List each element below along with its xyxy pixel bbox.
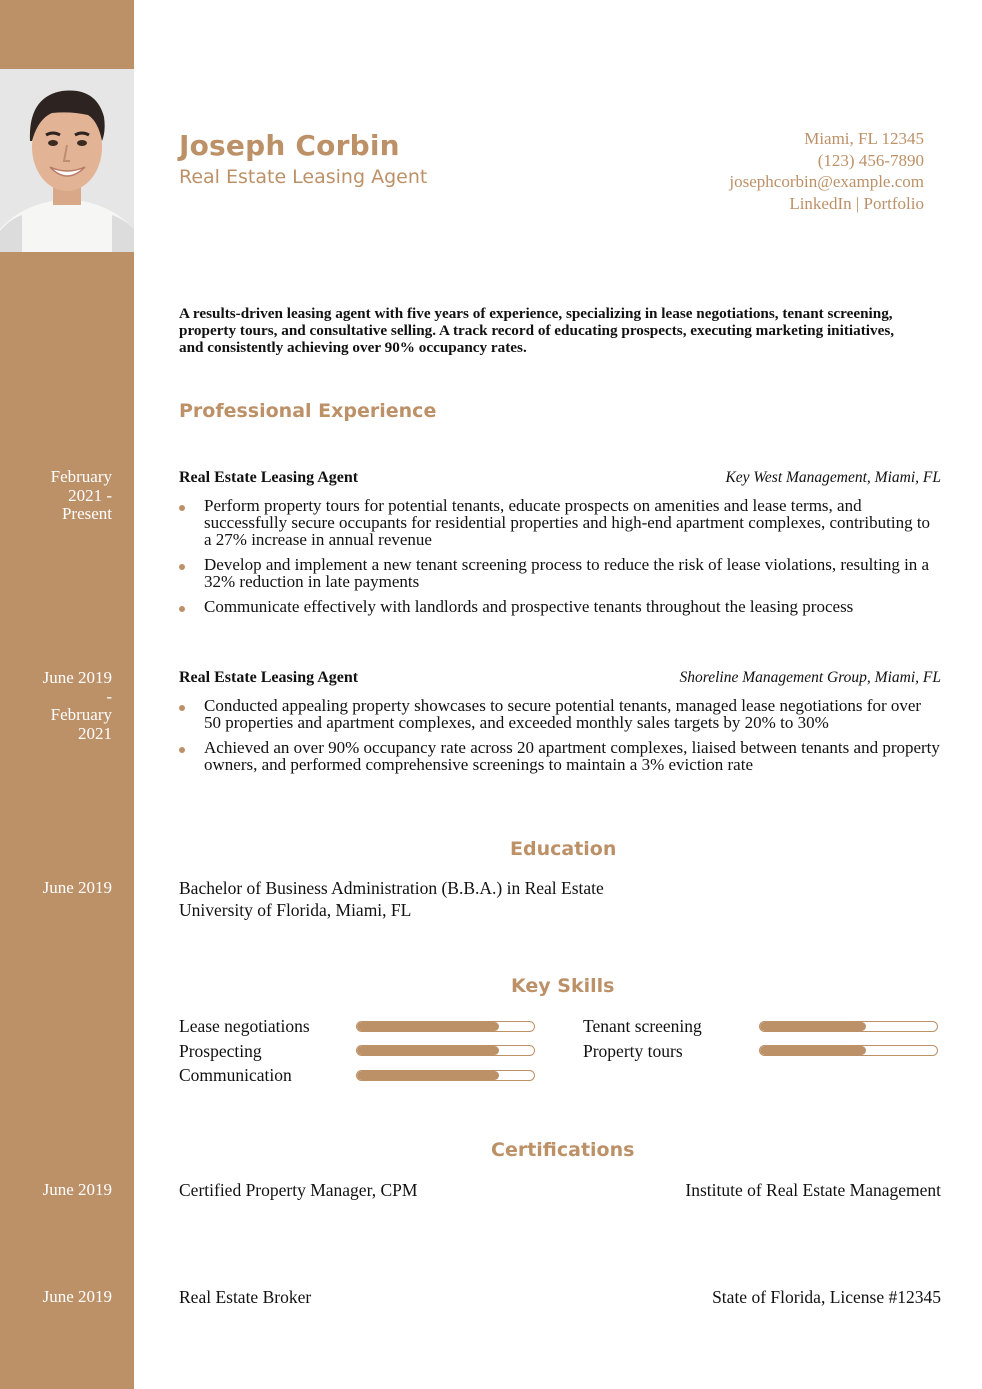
linkedin-link[interactable]: LinkedIn [789, 193, 852, 213]
education-school: University of Florida, Miami, FL [179, 900, 412, 920]
job-1-date [0, 468, 112, 524]
job-2-date-line: February [50, 705, 112, 724]
job-1-date-line: Present [61, 504, 112, 523]
certification-2-name: Real Estate Broker [179, 1287, 312, 1307]
skill-bar-fill [357, 1022, 499, 1031]
skill-bar-fill [760, 1022, 866, 1031]
job-2-title: Real Estate Leasing Agent [179, 669, 359, 686]
skills-heading: Key Skills [511, 975, 615, 997]
job-1-title: Real Estate Leasing Agent [179, 469, 359, 486]
list-item: Conducted appealing property showcases to secure potential tenants, managed lease negotiations for over 50 properties and apartment complexes, and exceeded monthly sales targets by 20% to 30% [179, 697, 941, 731]
certifications-heading: Certifications [491, 1139, 635, 1161]
contact-phone: (123) 456-7890 [817, 150, 924, 170]
education-date: June 2019 [42, 878, 112, 897]
education-heading: Education [510, 838, 617, 860]
skill-bar [759, 1045, 938, 1056]
list-item: Communicate effectively with landlords and prospective tenants throughout the leasing process [179, 598, 941, 615]
skill-bar [356, 1070, 535, 1081]
profile-photo [0, 69, 134, 252]
person-portrait-icon [0, 69, 134, 252]
job-2-date-line: June 2019 [42, 668, 112, 687]
job-2-bullets [179, 697, 941, 781]
contact-location: Miami, FL 12345 [804, 129, 924, 148]
job-1-company: Key West Management, Miami, FL [725, 469, 941, 486]
skill-bar-fill [760, 1046, 866, 1055]
list-item: Perform property tours for potential tenants, educate prospects on amenities and lease terms, and successfully secure occupants for residential properties and high-end apartment complexes, contributing to a 27% increase in annual revenue [179, 497, 941, 548]
skill-label: Communication [179, 1065, 292, 1085]
skill-label: Property tours [583, 1041, 683, 1061]
link-separator: | [855, 193, 860, 213]
skill-label: Lease negotiations [179, 1016, 310, 1036]
job-2-date-line: - [106, 686, 112, 706]
candidate-role: Real Estate Leasing Agent [179, 166, 428, 188]
list-item: Achieved an over 90% occupancy rate across 20 apartment complexes, liaised between tenants and property owners, and performed comprehensive screenings to maintain a 3% eviction rate [179, 739, 941, 773]
contact-email[interactable]: josephcorbin@example.com [729, 172, 924, 191]
skill-bar-fill [357, 1046, 499, 1055]
summary: A results-driven leasing agent with five years of experience, specializing in lease negotiations, tenant screening, property tours, and consultative selling. A track record of educating prospects, executing marketing initiatives, and consistently achieving over 90% occupancy rates. [179, 305, 895, 356]
skill-label: Tenant screening [583, 1016, 702, 1036]
job-1-date-line: 2021 - [68, 485, 112, 505]
candidate-name: Joseph Corbin [179, 129, 400, 162]
list-item: Develop and implement a new tenant screening process to reduce the risk of lease violations, resulting in a 32% reduction in late payments [179, 556, 941, 590]
skill-label: Prospecting [179, 1041, 262, 1061]
contact-block [729, 128, 924, 214]
certification-2-date: June 2019 [42, 1287, 112, 1306]
certification-2-issuer: State of Florida, License #12345 [712, 1287, 941, 1307]
job-1-date-line: February [50, 467, 112, 486]
portfolio-link[interactable]: Portfolio [863, 193, 924, 213]
skill-bar [356, 1045, 535, 1056]
contact-links [729, 193, 924, 215]
skill-bar [759, 1021, 938, 1032]
certification-1-date: June 2019 [42, 1180, 112, 1199]
job-2-date-line: 2021 [78, 723, 112, 743]
job-2-date [0, 669, 112, 743]
certification-1-name: Certified Property Manager, CPM [179, 1180, 418, 1200]
certification-1-issuer: Institute of Real Estate Management [685, 1180, 941, 1200]
job-1-bullets [179, 497, 941, 623]
education-degree: Bachelor of Business Administration (B.B.A.) in Real Estate [179, 878, 604, 898]
experience-heading: Professional Experience [179, 400, 437, 422]
job-2-company: Shoreline Management Group, Miami, FL [679, 669, 941, 686]
skill-bar [356, 1021, 535, 1032]
skill-bar-fill [357, 1071, 499, 1080]
